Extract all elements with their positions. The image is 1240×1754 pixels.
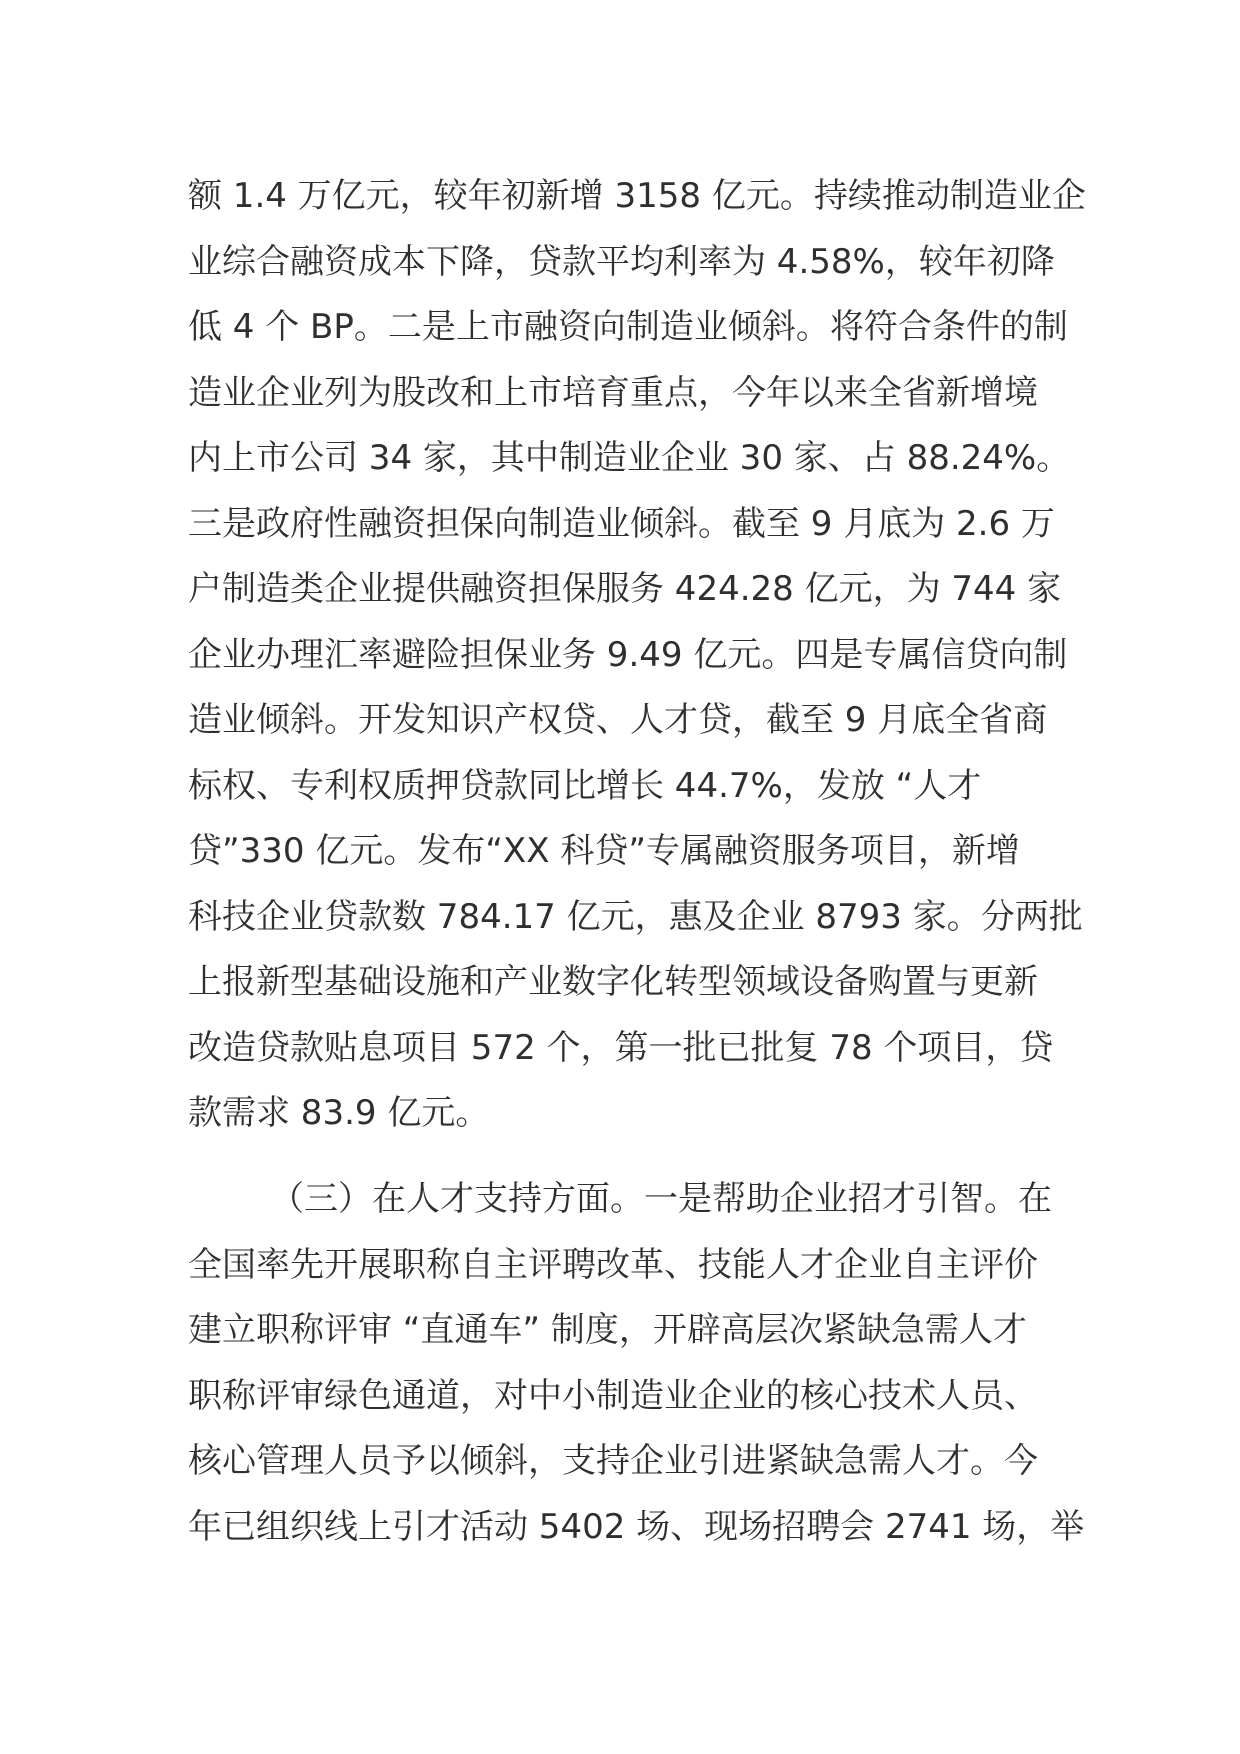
text-line: 造业企业列为股改和上市培育重点，今年以来全省新增境 [188, 372, 1038, 413]
text-line: 业综合融资成本下降，贷款平均利率为 4.58%，较年初降 [188, 241, 1055, 282]
text-line: 科技企业贷款数 784.17 亿元，惠及企业 8793 家。分两批 [188, 896, 1083, 937]
text-line: 建立职称评审 “直通车” 制度，开辟高层次紧缺急需人才 [188, 1310, 1027, 1350]
text-line: 款需求 83.9 亿元。 [188, 1093, 490, 1133]
text-line: 全国率先开展职称自主评聘改革、技能人才企业自主评价 [188, 1244, 1038, 1285]
text-line: 上报新型基础设施和产业数字化转型领域设备购置与更新 [188, 962, 1038, 1002]
text-line: 改造贷款贴息项目 572 个，第一批已批复 78 个项目，贷 [188, 1027, 1054, 1068]
text-line: 贷”330 亿元。发布“XX 科贷”专属融资服务项目，新增 [188, 831, 1020, 871]
text-line: 职称评审绿色通道，对中小制造业企业的核心技术人员、 [188, 1375, 1038, 1416]
text-line: 造业倾斜。开发知识产权贷、人才贷，截至 9 月底全省商 [188, 700, 1048, 740]
text-line: 核心管理人员予以倾斜，支持企业引进紧缺急需人才。今 [188, 1441, 1038, 1481]
text-line: 三是政府性融资担保向制造业倾斜。截至 9 月底为 2.6 万 [188, 503, 1055, 544]
text-line: 低 4 个 BP。二是上市融资向制造业倾斜。将符合条件的制 [188, 307, 1068, 347]
text-line: 企业办理汇率避险担保业务 9.49 亿元。四是专属信贷向制 [188, 634, 1068, 675]
paragraph-talent-support [188, 1167, 1085, 1560]
text-line: 户制造类企业提供融资担保服务 424.28 亿元，为 744 家 [188, 569, 1062, 609]
text-line: 内上市公司 34 家，其中制造业企业 30 家、占 88.24%。 [188, 438, 1071, 478]
text-line: 标权、专利权质押贷款同比增长 44.7%，发放 “人才 [188, 765, 982, 806]
section-heading-line: （三）在人才支持方面。一是帮助企业招才引智。在 [270, 1179, 1052, 1219]
text-line: 额 1.4 万亿元，较年初新增 3158 亿元。持续推动制造业企 [188, 176, 1086, 216]
text-line: 年已组织线上引才活动 5402 场、现场招聘会 2741 场，举 [188, 1506, 1085, 1547]
paragraph-financing-support [188, 164, 1086, 1147]
